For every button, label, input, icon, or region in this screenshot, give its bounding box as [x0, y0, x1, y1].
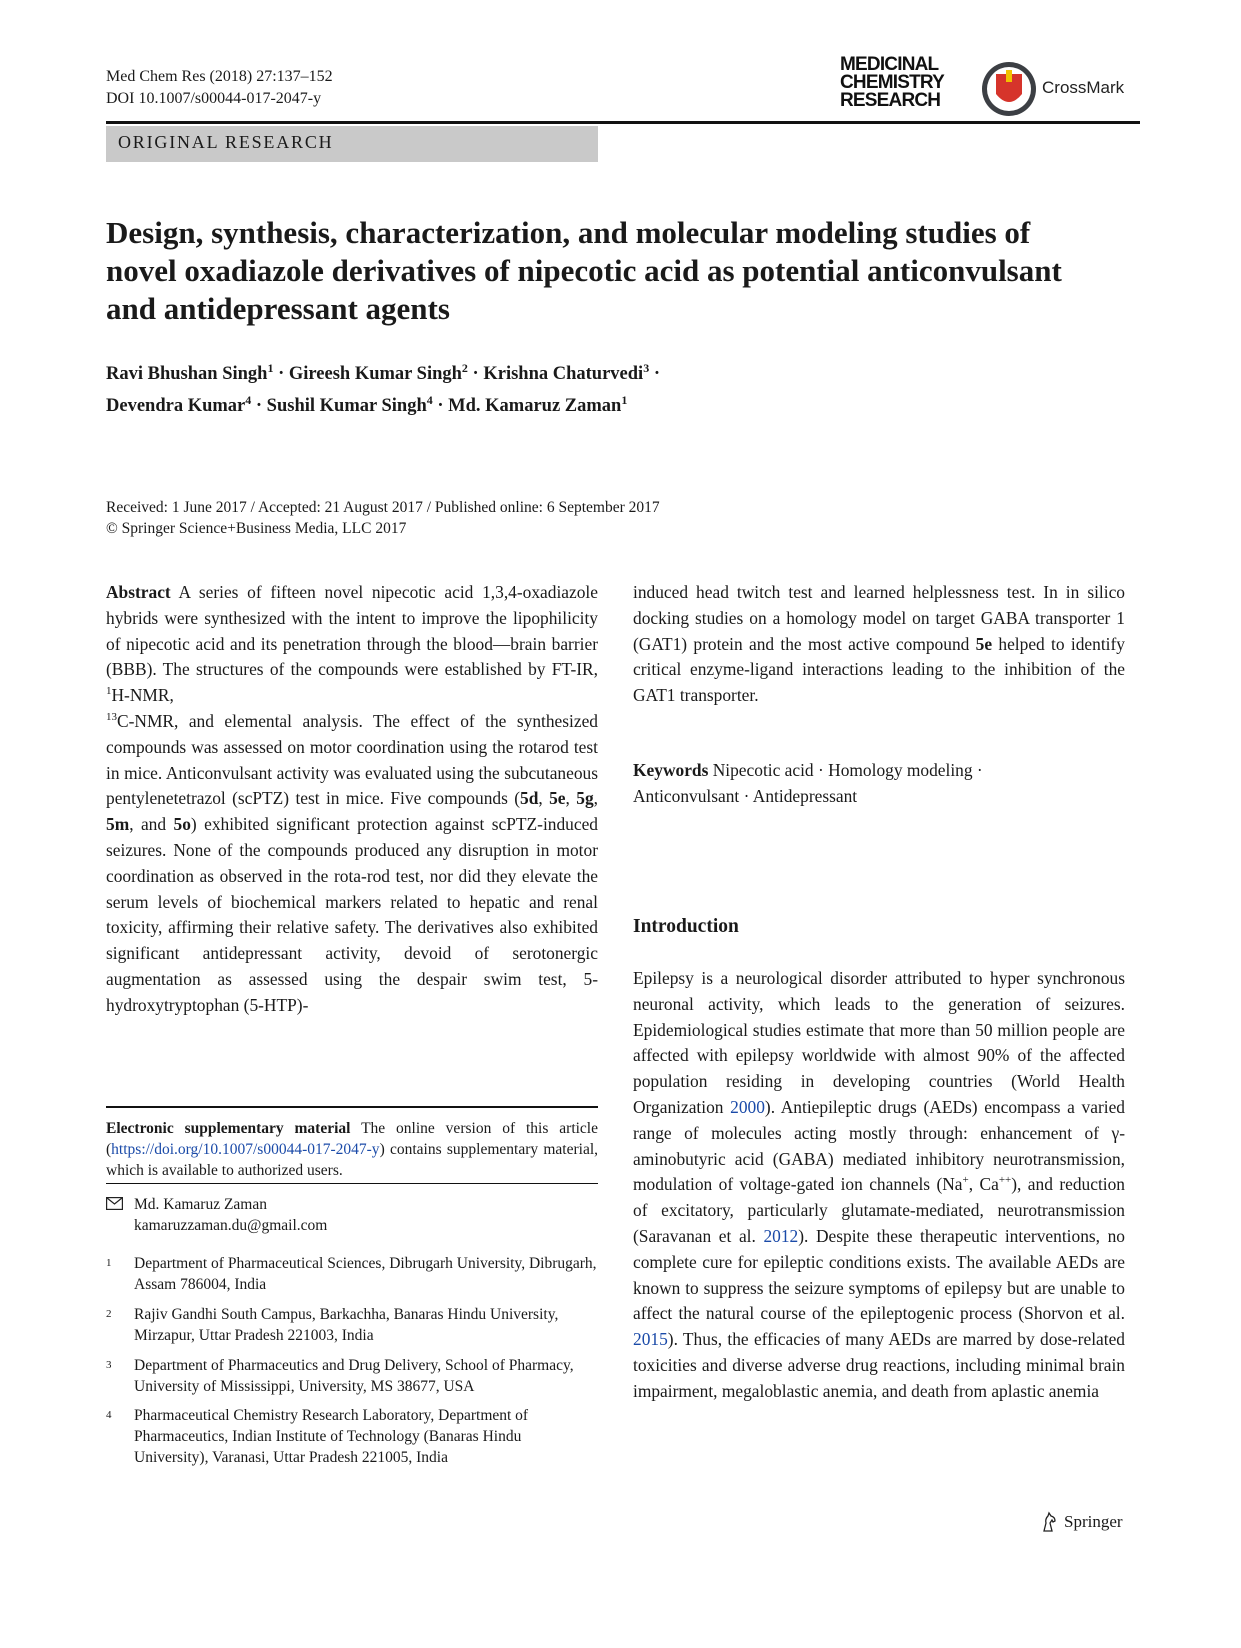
abstract-text: A series of fifteen novel nipecotic acid 1,3,4-oxadiazole hybrids were synthesized with the intent to improve the lipophilicity of nipecotic acid and its penetration through the blood—brain barrier (BBB). The structures of the compounds were established by FT-IR, [106, 582, 598, 680]
affiliation-text: Rajiv Gandhi South Campus, Barkachha, Banaras Hindu University, Mirzapur, Uttar Pradesh 221003, India [134, 1306, 559, 1344]
author-list: Ravi Bhushan Singh$^1$ · Gireesh Kumar Singh$^2$ · Krishna Chaturvedi$^3$ · Devendra Kumar$^4$ · Sushil Kumar Singh$^4$ · Md. Kamaruz Zaman$^1$ [106, 361, 660, 417]
journal-citation: Med Chem Res (2018) 27:137–152 [106, 68, 333, 85]
abstract-continued [633, 580, 1125, 709]
esm-label: Electronic supplementary material [106, 1120, 351, 1137]
intro-text: , Ca [968, 1174, 999, 1195]
affiliation-text: Department of Pharmaceutics and Drug Delivery, School of Pharmacy, University of Mississippi, University, MS 38677, USA [134, 1357, 574, 1395]
citation-link[interactable]: 2015 [633, 1329, 668, 1350]
compound-id: 5e [975, 633, 993, 654]
journal-logo-block [840, 56, 1140, 120]
abstract-text: C-NMR, and elemental analysis. The effect of the synthesized compounds was assessed on motor coordination using the rotarod test in mice. Anticonvulsant activity was evaluated using the subcutaneous pentylenetetrazol (scPTZ) test in mice. Five compounds ( [106, 710, 598, 809]
separator: , [565, 788, 577, 809]
correspondence [106, 1194, 598, 1238]
abstract-text: helped to identify critical enzyme-ligand interactions leading to the inhibition of the GAT1 transporter. [633, 633, 1125, 706]
affiliation-number: 3 [106, 1359, 112, 1371]
author-affiliation: 4 [426, 393, 433, 408]
affiliation-text: Pharmaceutical Chemistry Research Laboratory, Department of Pharmaceutics, Indian Institute of Technology (Banaras Hindu University), Varanasi, Uttar Pradesh 221005, India [134, 1407, 529, 1466]
author-affiliation: 1 [621, 393, 628, 408]
mail-icon [106, 1197, 123, 1210]
separator: , and [129, 814, 174, 835]
section-label: ORIGINAL RESEARCH [106, 126, 598, 162]
charge-sup: + [962, 1174, 969, 1187]
publisher-mark [1040, 1510, 1140, 1536]
keyword: Anticonvulsant [633, 785, 740, 806]
keywords-label: Keywords [633, 760, 709, 780]
springer-horse-icon [1040, 1511, 1060, 1533]
author-name: Sushil Kumar Singh [266, 396, 427, 417]
doi-line: DOI 10.1007/s00044-017-2047-y [106, 90, 322, 107]
author-name: Ravi Bhushan Singh [106, 364, 268, 385]
keyword: Homology modeling [828, 760, 973, 780]
copyright-line: © Springer Science+Business Media, LLC 2017 [106, 520, 407, 537]
footnote-rule [106, 1183, 598, 1184]
abstract [106, 580, 598, 1019]
intro-text: ), and reduction of excitatory, particularly glutamate-mediated, neurotransmission (Saravanan et al. [633, 1174, 1125, 1246]
author-affiliation: 1 [267, 361, 274, 375]
journal-reference [106, 66, 333, 110]
abstract-label: Abstract [106, 582, 171, 602]
header-rule [106, 121, 1140, 124]
author-name: Md. Kamaruz Zaman [448, 396, 622, 417]
esm-rule [106, 1106, 598, 1108]
keyword-separator: · [813, 760, 829, 780]
introduction-body [633, 966, 1125, 1405]
author-name: Devendra Kumar [106, 396, 246, 417]
isotope-sup: 1 [106, 685, 112, 698]
esm-text: The online version of this article ( [106, 1120, 598, 1158]
publication-dates: Received: 1 June 2017 / Accepted: 21 August 2017 / Published online: 6 September 2017 [106, 499, 660, 516]
affiliation-text: Department of Pharmaceutical Sciences, Dibrugarh University, Dibrugarh, Assam 786004, India [134, 1255, 597, 1293]
keywords [633, 758, 1125, 810]
crossmark-icon[interactable] [980, 60, 1038, 118]
separator: , [593, 788, 598, 809]
crossmark-label[interactable]: CrossMark [1042, 78, 1125, 97]
citation-link[interactable]: 2012 [763, 1225, 799, 1246]
separator: , [538, 788, 550, 809]
intro-text: ). Despite these therapeutic interventions, no complete cure for epileptic conditions exists. The available AEDs are known to suppress the seizure symptoms of epilepsy but are unable to affect the natural course of the epileptogenic process (Shorvon et al. [633, 1225, 1125, 1324]
keyword-separator: · [739, 785, 753, 806]
abstract-text: ) exhibited significant protection against scPTZ-induced seizures. None of the compounds produced any disruption in motor coordination as observed in the rota-rod test, nor did they elevate the serum levels of biochemical markers related to hepatic and renal toxicity, affirming their relative safety. The derivatives also exhibited significant antidepressant activity, devoid of serotonergic augmentation as assessed using the despair swim test, 5-hydroxytryptophan (5-HTP)- [106, 814, 598, 1015]
introduction-heading: Introduction [633, 916, 739, 937]
author-affiliation: 3 [643, 361, 650, 375]
keyword: Antidepressant [752, 785, 858, 806]
article-history [106, 497, 660, 539]
intro-text: Epilepsy is a neurological disorder attributed to hyper synchronous neuronal activity, which leads to the generation of seizures. Epidemiological studies estimate that more than 50 million people are affected with epilepsy worldwide with almost 90% of the affected population residing in developing countries (World Health Organization [633, 968, 1125, 1117]
esm-link[interactable]: https://doi.org/10.1007/s00044-017-2047-y [111, 1141, 380, 1158]
author-name: Krishna Chaturvedi [483, 364, 644, 385]
compound-id: 5o [173, 814, 191, 835]
intro-text: ). Antiepileptic drugs (AEDs) encompass a varied range of molecules acting mostly through: enhancement of γ-aminobutyric acid (GABA) mediated inhibitory neurotransmission, modulation of voltage-gated ion channels (Na [633, 1096, 1125, 1195]
affiliation-number: 2 [106, 1308, 112, 1320]
intro-text: ). Thus, the efficacies of many AEDs are marred by dose-related toxicities and diverse adverse drug reactions, including minimal brain impairment, megaloblastic anemia, and death from aplastic anemia [633, 1329, 1125, 1401]
compound-id: 5m [106, 814, 130, 835]
logo-line-3: RESEARCH [840, 90, 941, 111]
author-affiliation: 2 [461, 361, 468, 375]
article-title: Design, synthesis, characterization, and molecular modeling studies of novel oxadiazole derivatives of nipecotic acid as potential anticonvulsant and antidepressant agents [106, 215, 1062, 326]
keyword: Nipecotic acid [712, 760, 814, 780]
logo-line-2: CHEMISTRY [840, 72, 944, 93]
charge-sup: ++ [998, 1174, 1012, 1187]
corresponding-author: Md. Kamaruz Zaman [134, 1196, 267, 1213]
compound-id: 5e [549, 788, 566, 809]
author-name: Gireesh Kumar Singh [288, 364, 462, 385]
abstract-text: induced head twitch test and learned helplessness test. In in silico docking studies on a homology model on target GABA transporter 1 (GAT1) protein and the most active compound [633, 582, 1125, 654]
supplementary-note [106, 1118, 598, 1181]
author-affiliation: 4 [245, 393, 252, 408]
esm-text: ) contains supplementary material, which is available to authorized users. [106, 1141, 598, 1179]
abstract-text: H-NMR, [111, 685, 174, 706]
compound-id: 5g [576, 788, 594, 809]
keyword-separator: · [972, 760, 983, 780]
isotope-sup: 13 [106, 711, 117, 724]
citation-link[interactable]: 2000 [730, 1096, 765, 1117]
publisher-name: Springer [1064, 1512, 1123, 1531]
corresponding-email[interactable]: kamaruzzaman.du@gmail.com [134, 1217, 328, 1234]
affiliation-number: 4 [106, 1409, 112, 1421]
affiliation-number: 1 [106, 1257, 112, 1269]
journal-logo [840, 56, 966, 110]
compound-id: 5d [520, 788, 539, 809]
logo-line-1: MEDICINAL [840, 54, 939, 75]
